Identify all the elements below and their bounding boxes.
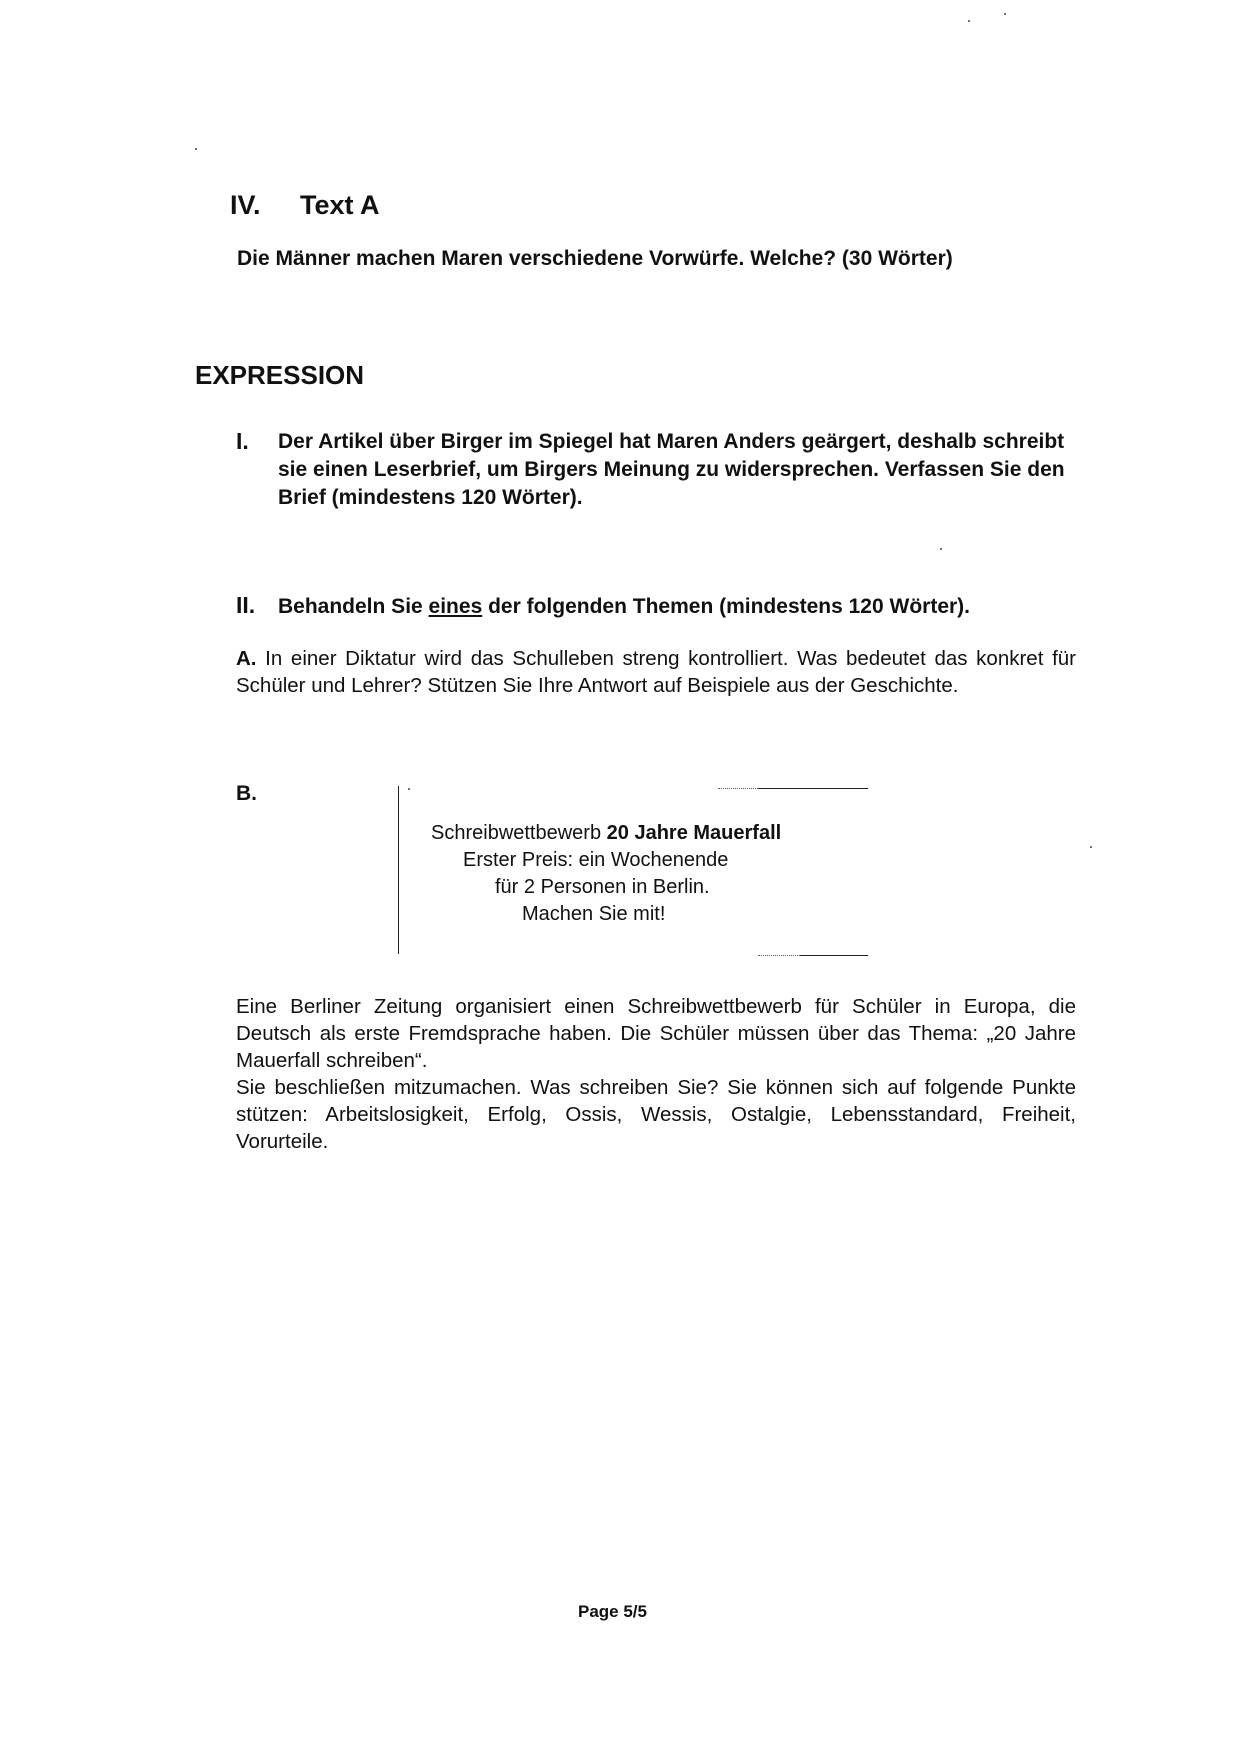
ad-box-left-border — [398, 786, 399, 954]
task-2-text — [278, 595, 970, 619]
scan-speck — [940, 548, 942, 550]
task-2-number: II. — [236, 592, 256, 618]
task-2-text-after: der folgenden Themen (mindestens 120 Wörter). — [482, 595, 970, 618]
option-b-text — [236, 993, 1076, 1155]
scan-speck — [408, 788, 410, 790]
option-a-text: In einer Diktatur wird das Schulleben streng kontrolliert. Was bedeutet das konkret für Schüler und Lehrer? Stützen Sie Ihre Antwort auf Beispiele aus der Geschichte. — [236, 647, 1076, 697]
task-2-text-before: Behandeln Sie — [278, 595, 429, 618]
section-iv-question: Die Männer machen Maren verschiedene Vorwürfe. Welche? (30 Wörter) — [237, 247, 953, 270]
section-iv-number: IV. — [230, 190, 261, 220]
task-2-text-underlined: eines — [428, 595, 483, 618]
ad-line-3: für 2 Personen in Berlin. — [495, 876, 710, 898]
scan-speck — [195, 148, 197, 150]
ad-line-2: Erster Preis: ein Wochenende — [463, 849, 729, 871]
scan-speck — [968, 20, 970, 22]
page-number: Page 5/5 — [578, 1602, 647, 1621]
expression-heading: EXPRESSION — [195, 360, 365, 390]
ad-line-4: Machen Sie mit! — [522, 903, 666, 925]
ad-line-1-normal: Schreibwettbewerb — [431, 822, 607, 844]
option-b-paragraph-2: Sie beschließen mitzumachen. Was schreiben Sie? Sie können sich auf folgende Punkte stützen: Arbeitslosigkeit, Erfolg, Ossis, Wessis, Ostalgie, Lebensstandard, Freiheit, Vorurteile. — [236, 1076, 1076, 1153]
task-1-text: Der Artikel über Birger im Spiegel hat Maren Anders geärgert, deshalb schreibt sie einen Leserbrief, um Birgers Meinung zu widersprechen. Verfassen Sie den Brief (mindestens 120 Wörter). — [278, 430, 1065, 509]
option-b-paragraph-1: Eine Berliner Zeitung organisiert einen Schreibwettbewerb für Schüler in Europa, die Deutsch als erste Fremdsprache haben. Die Schüler müssen über das Thema: „20 Jahre Mauerfall schreiben“. — [236, 995, 1076, 1072]
ad-box-bottom-border — [800, 955, 868, 956]
option-b-label: B. — [236, 782, 257, 805]
scan-speck — [1090, 846, 1092, 848]
section-iv-title: Text A — [300, 190, 380, 220]
option-a-label: A. — [236, 647, 257, 670]
ad-line-1 — [431, 822, 781, 845]
task-1-number: I. — [236, 428, 249, 454]
ad-box-top-border — [758, 788, 868, 789]
scan-speck — [1004, 13, 1006, 15]
option-a — [236, 645, 1076, 699]
ad-line-1-bold: 20 Jahre Mauerfall — [606, 822, 782, 844]
